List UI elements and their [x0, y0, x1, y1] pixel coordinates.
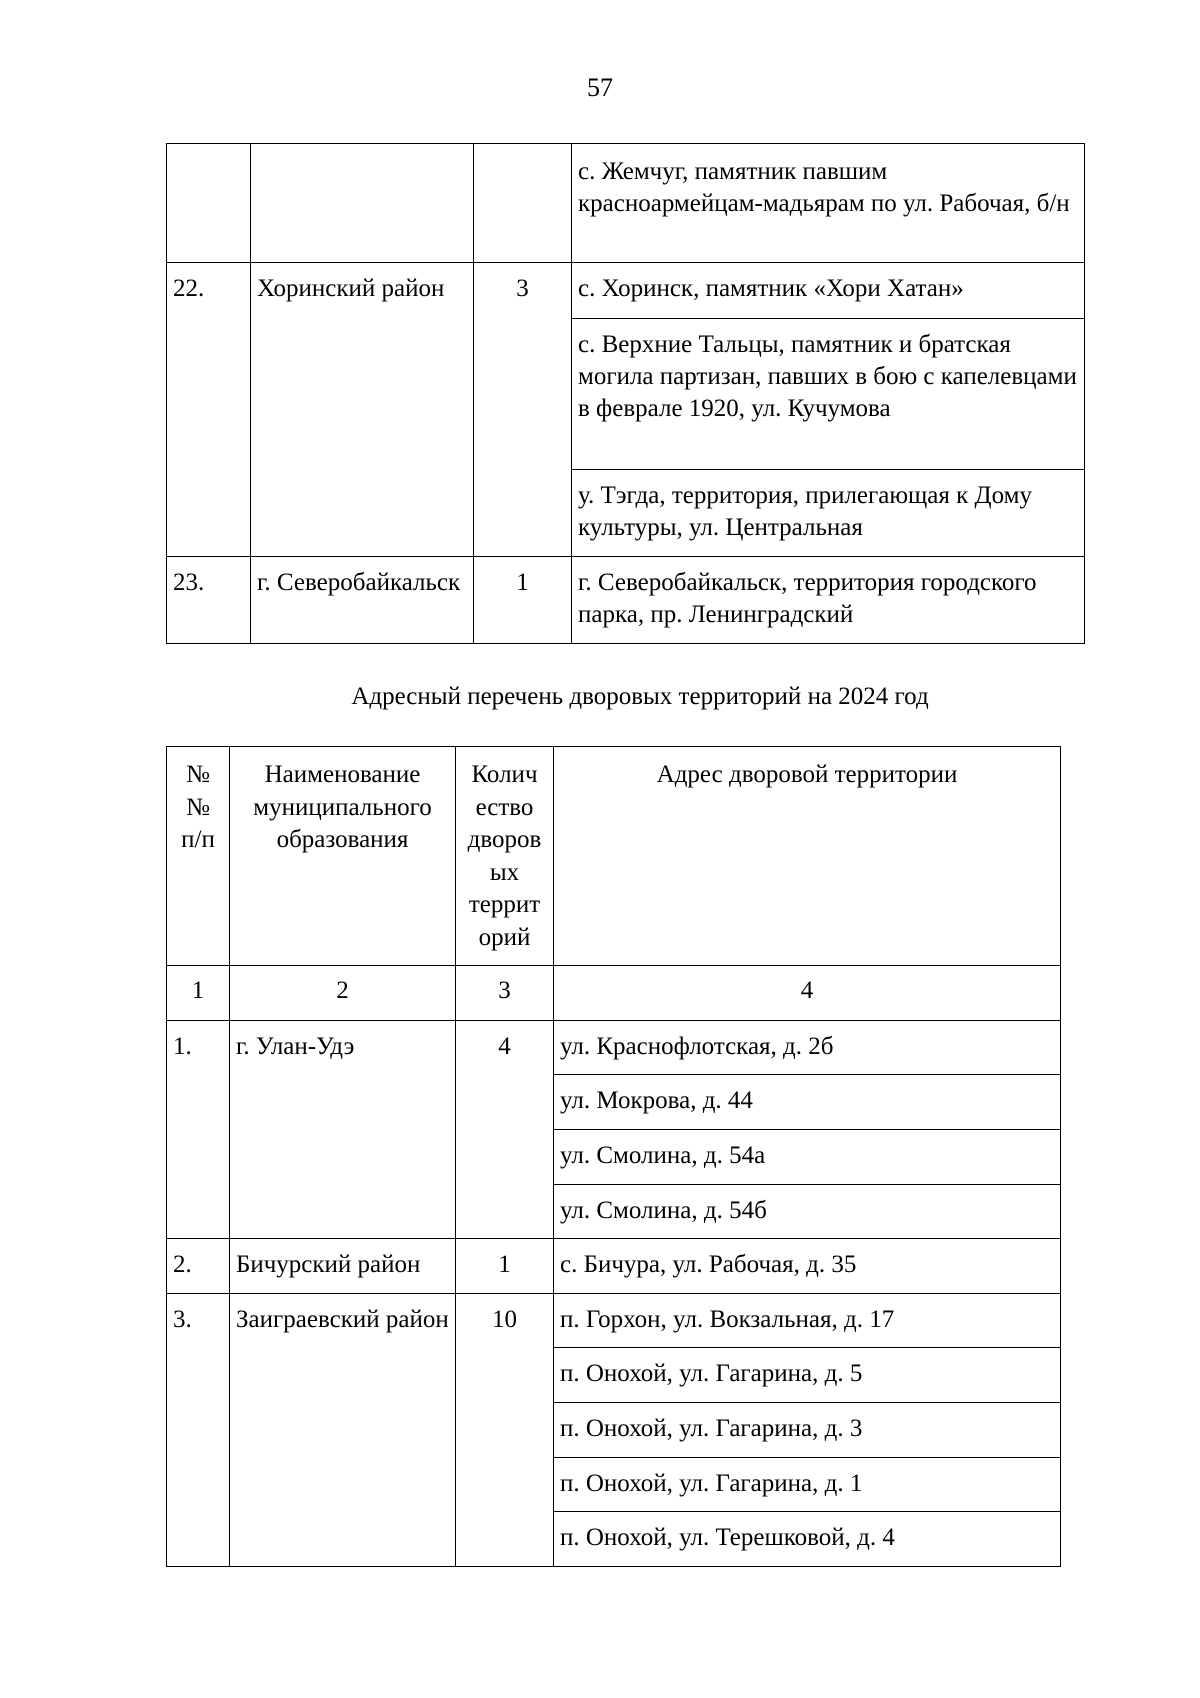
count-cell: 10 [456, 1294, 554, 1567]
table-row [167, 557, 1085, 644]
yards-table [166, 746, 1061, 1567]
row-number-cell: 2. [167, 1239, 230, 1294]
header-address: Адрес дворовой территории [554, 747, 1061, 966]
row-number-cell: 1. [167, 1021, 230, 1239]
municipality-cell: г. Северобайкальск [251, 557, 474, 644]
address-cell: п. Онохой, ул. Гагарина, д. 3 [554, 1403, 1061, 1458]
page-number: 57 [587, 73, 613, 102]
count-cell [474, 144, 572, 263]
address-cell: ул. Смолина, д. 54а [554, 1130, 1061, 1185]
address-cell: п. Онохой, ул. Гагарина, д. 1 [554, 1458, 1061, 1512]
header-row [167, 747, 1061, 966]
address-cell: ул. Краснофлотская, д. 2б [554, 1021, 1061, 1075]
municipality-cell: г. Улан-Удэ [230, 1021, 456, 1239]
municipality-cell: Хоринский район [251, 263, 474, 557]
address-cell: п. Онохой, ул. Терешковой, д. 4 [554, 1512, 1061, 1567]
count-cell: 1 [456, 1239, 554, 1294]
count-cell: 1 [474, 557, 572, 644]
address-cell: ул. Мокрова, д. 44 [554, 1075, 1061, 1130]
column-number: 2 [230, 966, 456, 1021]
address-cell: с. Жемчуг, памятник павшим красноармейцам-мадьярам по ул. Рабочая, б/н [572, 144, 1085, 263]
header-count: Колич ество дворов ых террит орий [456, 747, 554, 966]
address-cell: у. Тэгда, территория, прилегающая к Дому культуры, ул. Центральная [572, 470, 1085, 557]
address-cell: п. Онохой, ул. Гагарина, д. 5 [554, 1348, 1061, 1403]
municipality-cell: Бичурский район [230, 1239, 456, 1294]
table-row [167, 144, 1085, 263]
count-cell: 3 [474, 263, 572, 557]
municipality-cell [251, 144, 474, 263]
row-number-cell: 23. [167, 557, 251, 644]
section-title [0, 681, 1200, 713]
table-row [167, 1021, 1061, 1075]
column-number: 1 [167, 966, 230, 1021]
address-cell: ул. Смолина, д. 54б [554, 1185, 1061, 1239]
address-cell: п. Горхон, ул. Вокзальная, д. 17 [554, 1294, 1061, 1348]
header-municipality: Наименование муниципального образования [230, 747, 456, 966]
row-number-cell: 22. [167, 263, 251, 557]
table-row [167, 1294, 1061, 1348]
column-number: 4 [554, 966, 1061, 1021]
section-title-text: Адресный перечень дворовых территорий на 2024 год [351, 683, 929, 710]
municipality-cell: Заиграевский район [230, 1294, 456, 1567]
column-numbers-row [167, 966, 1061, 1021]
address-cell: с. Верхние Тальцы, памятник и братская могила партизан, павших в бою с капелевцами в феврале 1920, ул. Кучумова [572, 319, 1085, 470]
column-number: 3 [456, 966, 554, 1021]
address-cell: г. Северобайкальск, территория городского парка, пр. Ленинградский [572, 557, 1085, 644]
row-number-cell: 3. [167, 1294, 230, 1567]
monuments-table [166, 143, 1085, 644]
address-cell: с. Бичура, ул. Рабочая, д. 35 [554, 1239, 1061, 1294]
count-cell: 4 [456, 1021, 554, 1239]
row-number-cell [167, 144, 251, 263]
address-cell: с. Хоринск, памятник «Хори Хатан» [572, 263, 1085, 319]
table-row [167, 1239, 1061, 1294]
table-row [167, 263, 1085, 319]
header-num: № № п/п [167, 747, 230, 966]
